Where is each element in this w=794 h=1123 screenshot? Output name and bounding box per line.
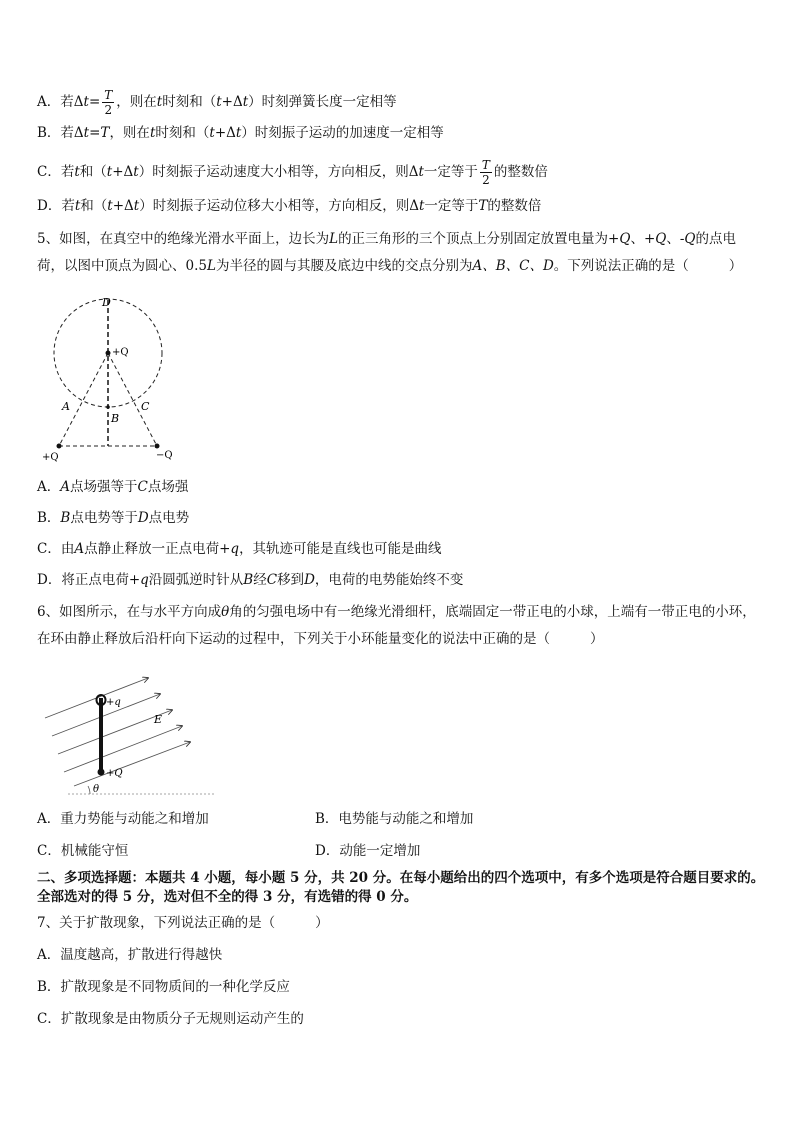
q5-figure (36, 292, 196, 464)
text: 的整数倍 (487, 198, 542, 214)
var-A: A (74, 541, 85, 557)
label-d: D (102, 296, 111, 309)
q5-option-b (37, 509, 189, 527)
text: 经 (253, 572, 267, 588)
text: 5、如图，在真空中的绝缘光滑水平面上，边长为 (37, 231, 330, 247)
label-c: C (141, 400, 150, 413)
text: +Δ (214, 125, 236, 141)
var-t: t (216, 94, 222, 110)
var-t: t (133, 198, 140, 214)
var-T: T (478, 198, 488, 214)
var-t: t (149, 125, 156, 141)
var-C: C (137, 479, 148, 495)
label-b: B (111, 412, 120, 425)
text: = (89, 125, 101, 141)
q6-option-b: B．电势能与动能之和增加 (315, 811, 474, 827)
point-b-dot (106, 405, 110, 409)
var-t: t (74, 164, 80, 180)
text: 点场强 (147, 479, 189, 495)
text: 为半径的圆与其腰及底边中线的交点分别为 (215, 258, 473, 274)
label-e: E (154, 713, 163, 726)
q6-option-c: C．机械能守恒 (37, 843, 129, 859)
text: 时刻和（ (155, 125, 210, 141)
triangle-right-side (108, 353, 157, 446)
frac-den: 2 (104, 103, 113, 117)
text: ，则在 (116, 94, 157, 110)
text: ） (590, 631, 604, 647)
top-charge-dot (106, 351, 111, 356)
q4-option-b (37, 124, 444, 142)
var-T: T (100, 125, 110, 141)
text: ） (728, 258, 743, 274)
text: B．若Δ (37, 125, 84, 141)
text: 的整数倍 (493, 164, 548, 180)
text: = (88, 94, 101, 110)
var-B: B (243, 572, 254, 588)
text: 、+ (630, 231, 656, 247)
text: B． (37, 510, 61, 526)
q6-option-a: A．重力势能与动能之和增加 (37, 811, 209, 827)
var-t: t (74, 198, 81, 214)
text: 、- (666, 231, 685, 247)
text: ） (315, 915, 329, 931)
text: +Δ (112, 164, 134, 180)
var-q: q (230, 541, 240, 557)
q4-option-c (37, 158, 548, 187)
text: 的点电荷，以图中顶点为圆心、0.5 (37, 231, 736, 274)
frac-num: T (104, 88, 113, 102)
points-abcd: A、B、C、D (472, 258, 554, 274)
var-t: t (83, 94, 89, 110)
fraction (102, 88, 114, 117)
var-theta: θ (221, 604, 230, 620)
var-t: t (418, 198, 425, 214)
text: 沿圆弧逆时针从 (148, 572, 244, 588)
var-B: B (60, 510, 71, 526)
var-t: t (83, 125, 90, 141)
var-t: t (242, 94, 249, 110)
text: 时刻和（ (162, 94, 217, 110)
q6-option-d: D．动能一定增加 (315, 843, 421, 859)
label-a: A (62, 400, 70, 413)
text: ，则在 (109, 125, 150, 141)
text: 角的匀强电场中有一绝缘光滑细杆，底端固定一带正电的小球，上端有一带正电的小环，在环由静止释放后沿杆向下运动的过程中，下列关于小环能量变化的说法中正确的是（ (37, 604, 756, 647)
right-charge-dot (155, 444, 160, 449)
q7-option-b: B．扩散现象是不同物质间的一种化学反应 (37, 979, 290, 995)
label-top-q: +Q (112, 347, 129, 358)
var-Q: Q (684, 231, 696, 247)
q7-option-c: C．扩散现象是由物质分子无规则运动产生的 (37, 1011, 304, 1027)
text: 7、关于扩散现象，下列说法正确的是（ (37, 915, 276, 931)
var-D: D (137, 510, 149, 526)
var-C: C (266, 572, 278, 588)
q5-stem (37, 226, 759, 280)
var-t: t (209, 125, 215, 141)
var-t: t (107, 198, 113, 214)
q4-option-a (37, 88, 397, 117)
var-Q: Q (655, 231, 667, 247)
text: ）时刻振子运动位移大小相等，方向相反，则Δ (139, 198, 419, 214)
left-charge-dot (57, 444, 62, 449)
text: 6、如图所示，在与水平方向成 (37, 604, 222, 620)
q4-option-d (37, 197, 541, 215)
text: ）时刻振子运动速度大小相等，方向相反，则Δ (138, 164, 419, 180)
text: 点电势 (148, 510, 190, 526)
section-2-instructions-line-1: 二、多项选择题：本题共 4 小题，每小题 5 分，共 20 分。在每小题给出的四个选项中，有多个选项是符合题目要求的。 (37, 870, 765, 886)
label-left-q: +Q (42, 452, 59, 463)
text: +Δ (221, 94, 243, 110)
text: C．由 (37, 541, 75, 557)
label-theta: θ (93, 784, 100, 795)
text: ）时刻振子运动的加速度一定相等 (241, 125, 444, 141)
text: 一定等于 (424, 198, 479, 214)
var-t: t (418, 164, 424, 180)
section-2-instructions-line-2: 全部选对的得 5 分，选对但不全的得 3 分，有选错的得 0 分。 (37, 889, 418, 905)
text: D．将正点电荷+ (37, 572, 141, 588)
text: ，其轨迹可能是直线也可能是曲线 (239, 541, 442, 557)
text: 点电势等于 (70, 510, 138, 526)
frac-den: 2 (482, 173, 490, 187)
var-L: L (206, 258, 216, 274)
q7-stem (37, 914, 329, 932)
angle-arc (88, 786, 90, 794)
text: 和（ (80, 198, 108, 214)
q6-stem (37, 599, 759, 653)
text: 和（ (79, 164, 107, 180)
text: 一定等于 (423, 164, 478, 180)
q5-option-c (37, 540, 442, 558)
label-right-q: −Q (156, 450, 173, 461)
label-q: +q (106, 697, 121, 708)
var-A: A (60, 479, 70, 495)
var-t: t (133, 164, 139, 180)
text: D．若 (37, 198, 75, 214)
q5-option-a (37, 478, 188, 496)
var-t: t (235, 125, 242, 141)
text: +Δ (112, 198, 134, 214)
text: A． (37, 479, 61, 495)
var-t: t (106, 164, 113, 180)
var-t: t (156, 94, 163, 110)
q6-figure (40, 676, 220, 800)
text: ，电荷的电势能始终不变 (314, 572, 464, 588)
text: ）时刻弹簧长度一定相等 (248, 94, 397, 110)
text: 移到 (277, 572, 305, 588)
text: 点静止释放一正点电荷+ (84, 541, 231, 557)
frac-num: T (481, 158, 490, 172)
ball (98, 769, 105, 776)
var-q: q (140, 572, 149, 588)
label-big-q: +Q (106, 768, 123, 779)
var-L: L (329, 231, 339, 247)
text: A．若Δ (37, 94, 84, 110)
fraction (480, 158, 492, 187)
text: 点场强等于 (70, 479, 138, 495)
q5-option-d (37, 571, 463, 589)
text: 的正三角形的三个顶点上分别固定放置电量为+ (338, 231, 620, 247)
q7-option-a: A．温度越高，扩散进行得越快 (37, 947, 223, 963)
var-D: D (304, 572, 315, 588)
text: 。下列说法正确的是（ (553, 258, 689, 274)
text: C．若 (37, 164, 75, 180)
var-Q: Q (619, 231, 631, 247)
